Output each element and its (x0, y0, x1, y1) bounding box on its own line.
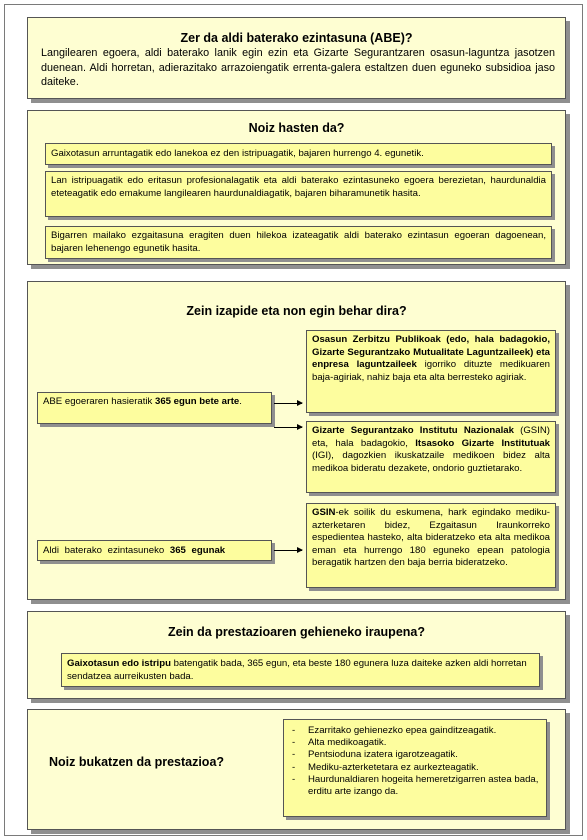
procedure-right-box-3: GSIN-ek soilik du eskumena, hark egindako mediku-azterketaren bidez, Ezgaitasun Iraunkorreko espedientea hasteko, alta bideratzeko eta alta medikoa eman eta hurrengo 180 eguneko epean patologia beragatik hartzen den baja berria bideratzeko. (306, 503, 556, 588)
start-title: Noiz hasten da? (248, 121, 345, 135)
end-list-box (283, 719, 547, 817)
end-item: - Ezarritako gehienezko epea gainditzeagatik. (288, 725, 542, 737)
start-item-1: Gaixotasun arruntagatik edo lanekoa ez den istripuagatik, bajaren hurrengo 4. egunetik. (45, 143, 552, 165)
start-panel (27, 110, 566, 265)
abe-panel (27, 17, 566, 99)
end-item: - Mediku-azterketetara ez aurkezteagatik. (288, 762, 542, 774)
duration-panel (27, 611, 566, 699)
end-title: Noiz bukatzen da prestazioa? (49, 755, 225, 769)
procedure-title: Zein izapide eta non egin behar dira? (186, 304, 407, 318)
procedure-left-box-1: ABE egoeraren hasieratik 365 egun bete arte. (37, 392, 272, 424)
duration-title: Zein da prestazioaren gehieneko iraupena? (167, 625, 425, 639)
arrow-to-right-box-1 (274, 403, 302, 404)
end-item: - Pentsioduna izatera igarotzeagatik. (288, 749, 542, 761)
end-list (288, 725, 542, 786)
duration-box: Gaixotasun edo istripu batengatik bada, 365 egun, eta beste 180 egunera luza daiteke azken aldi horretan sendatzea aurreikusten bada. (61, 653, 540, 687)
procedure-panel (27, 281, 566, 600)
end-item-continuation: erditu arte izango da. (308, 786, 399, 798)
end-item: - Haurdunaldiaren hogeita hemeretzigarren astea bada, (288, 774, 542, 786)
procedure-right-box-2: Gizarte Segurantzako Institutu Nazionalak (GSIN) eta, hala badagokio, Itsasoko Gizarte Institutuak (IGI), dagozkien ikuskatzaile medikoen bidez alta medikoa bideratu dezakete, ondorio guztietarako. (306, 421, 556, 493)
arrow-to-right-box-3 (274, 550, 302, 551)
end-panel (27, 709, 566, 830)
start-item-2: Lan istripuagatik edo eritasun profesionalagatik eta aldi baterako ezintasuneko egoera berezietan, haurdunaldia eteteagatik edo emakume langilearen haurdunaldiagatik, bajaren biharamunetik hasita. (45, 171, 552, 217)
abe-title: Zer da aldi baterako ezintasuna (ABE)? (180, 31, 413, 45)
arrow-to-right-box-2 (274, 427, 302, 428)
procedure-right-box-1: Osasun Zerbitzu Publikoak (edo, hala badagokio, Gizarte Segurantzako Mutualitate Laguntzaileek) eta enpresa laguntzaileek igorriko dituzte medikuaren baja-agiriak, nahiz baja eta alta berresteko agiriak. (306, 330, 556, 413)
page-frame (4, 4, 583, 836)
procedure-left-box-2: Aldi baterako ezintasuneko 365 egunak (37, 540, 272, 561)
start-item-3: Bigarren mailako ezgaitasuna eragiten duen hilekoa izateagatik aldi baterako ezintasun egoeran dagoenean, bajaren lehenengo egunetik hasita. (45, 226, 552, 259)
end-item: - Alta medikoagatik. (288, 737, 542, 749)
abe-text: Langilearen egoera, aldi baterako lanik egin ezin eta Gizarte Segurantzaren osasun-laguntza jasotzen duenean. Aldi horretan, adierazitako arrazoiengatik errenta-galera estaltzen duen eguneko subsidioa jaso daiteke. (41, 47, 555, 88)
